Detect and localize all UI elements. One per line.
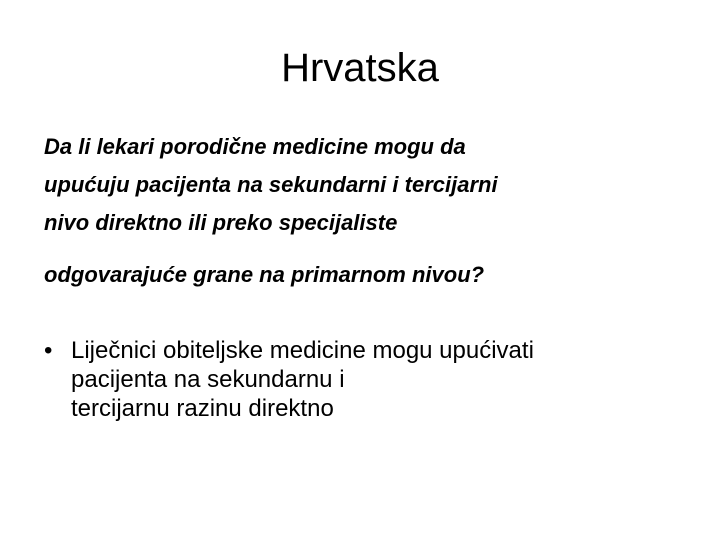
bullet-line: Liječnici obiteljske medicine mogu upućivati [71, 337, 534, 364]
question-text [44, 128, 684, 294]
slide-title: Hrvatska [281, 46, 439, 90]
bullet-item [44, 336, 684, 423]
question-line: Da li lekari porodične medicine mogu da [44, 134, 466, 159]
bullet-line: pacijenta na sekundarnu i [71, 366, 345, 393]
bullet-list [44, 336, 684, 423]
question-line: upućuju pacijenta na sekundarni i tercijarni [44, 172, 498, 197]
question-line: nivo direktno ili preko specijaliste [44, 210, 398, 235]
question-line: odgovarajuće grane na primarnom nivou? [44, 262, 485, 287]
bullet-line: tercijarnu razinu direktno [71, 395, 334, 422]
bullet-marker: • [44, 337, 53, 364]
